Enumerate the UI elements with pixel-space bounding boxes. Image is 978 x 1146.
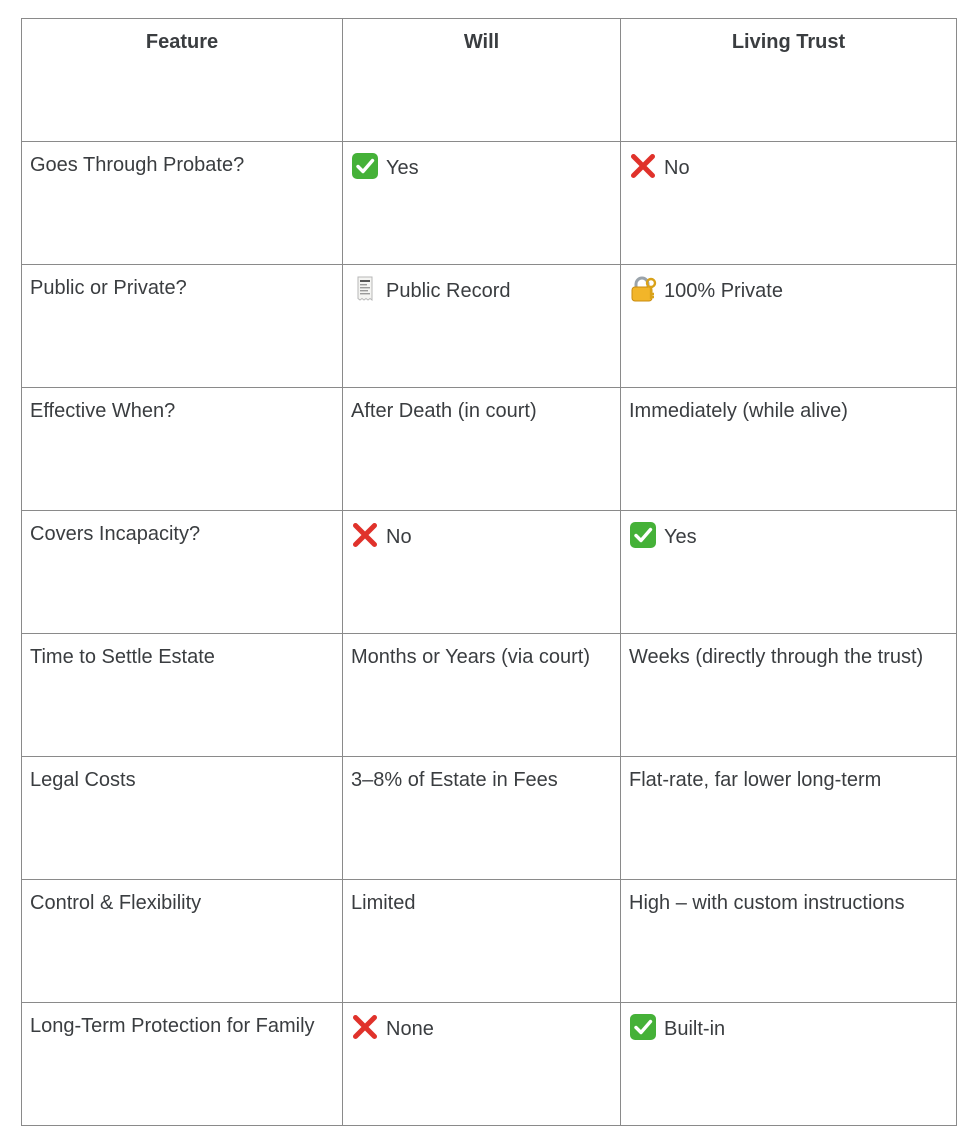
check-mark-icon	[351, 152, 379, 180]
living-trust-cell	[621, 880, 957, 1003]
will-value: Limited	[351, 892, 416, 914]
feature-cell: Long-Term Protection for Family	[22, 1003, 343, 1126]
feature-cell: Control & Flexibility	[22, 880, 343, 1003]
will-cell	[343, 511, 621, 634]
table-row	[22, 142, 957, 265]
table-row	[22, 265, 957, 388]
living-trust-value: High – with custom instructions	[629, 892, 905, 914]
will-value: After Death (in court)	[351, 400, 537, 422]
feature-cell: Public or Private?	[22, 265, 343, 388]
living-trust-cell	[621, 757, 957, 880]
table-header-row	[22, 19, 957, 142]
will-cell	[343, 388, 621, 511]
header-feature: Feature	[22, 19, 343, 142]
will-value: Yes	[386, 157, 419, 179]
table-row	[22, 1003, 957, 1126]
will-cell	[343, 1003, 621, 1126]
feature-cell: Legal Costs	[22, 757, 343, 880]
feature-cell: Time to Settle Estate	[22, 634, 343, 757]
will-value: Public Record	[386, 280, 511, 302]
feature-cell: Goes Through Probate?	[22, 142, 343, 265]
table-row	[22, 511, 957, 634]
will-value: None	[386, 1018, 434, 1040]
living-trust-cell	[621, 142, 957, 265]
will-cell	[343, 757, 621, 880]
header-living-trust: Living Trust	[621, 19, 957, 142]
living-trust-cell	[621, 388, 957, 511]
will-cell	[343, 880, 621, 1003]
living-trust-cell	[621, 1003, 957, 1126]
living-trust-value: Built-in	[664, 1018, 726, 1040]
cross-mark-icon	[351, 521, 379, 549]
receipt-icon	[351, 275, 379, 303]
cross-mark-icon	[351, 1013, 379, 1041]
living-trust-value: 100% Private	[664, 280, 783, 302]
header-will: Will	[343, 19, 621, 142]
will-cell	[343, 634, 621, 757]
living-trust-value: Yes	[664, 526, 697, 548]
living-trust-value: Flat-rate, far lower long-term	[629, 769, 882, 791]
will-value: No	[386, 526, 412, 548]
feature-cell: Effective When?	[22, 388, 343, 511]
will-value: Months or Years (via court)	[351, 646, 590, 668]
will-cell	[343, 265, 621, 388]
table-body	[22, 142, 957, 1126]
living-trust-value: No	[664, 157, 690, 179]
check-mark-icon	[629, 1013, 657, 1041]
table-row	[22, 880, 957, 1003]
living-trust-value: Weeks (directly through the trust)	[629, 646, 924, 668]
locked-with-key-icon	[629, 275, 657, 303]
check-mark-icon	[629, 521, 657, 549]
will-vs-trust-table	[21, 18, 957, 1126]
will-cell	[343, 142, 621, 265]
will-value: 3–8% of Estate in Fees	[351, 769, 558, 791]
table-row	[22, 757, 957, 880]
living-trust-cell	[621, 511, 957, 634]
cross-mark-icon	[629, 152, 657, 180]
living-trust-value: Immediately (while alive)	[629, 400, 848, 422]
living-trust-cell	[621, 265, 957, 388]
table-row	[22, 388, 957, 511]
feature-cell: Covers Incapacity?	[22, 511, 343, 634]
table-row	[22, 634, 957, 757]
living-trust-cell	[621, 634, 957, 757]
